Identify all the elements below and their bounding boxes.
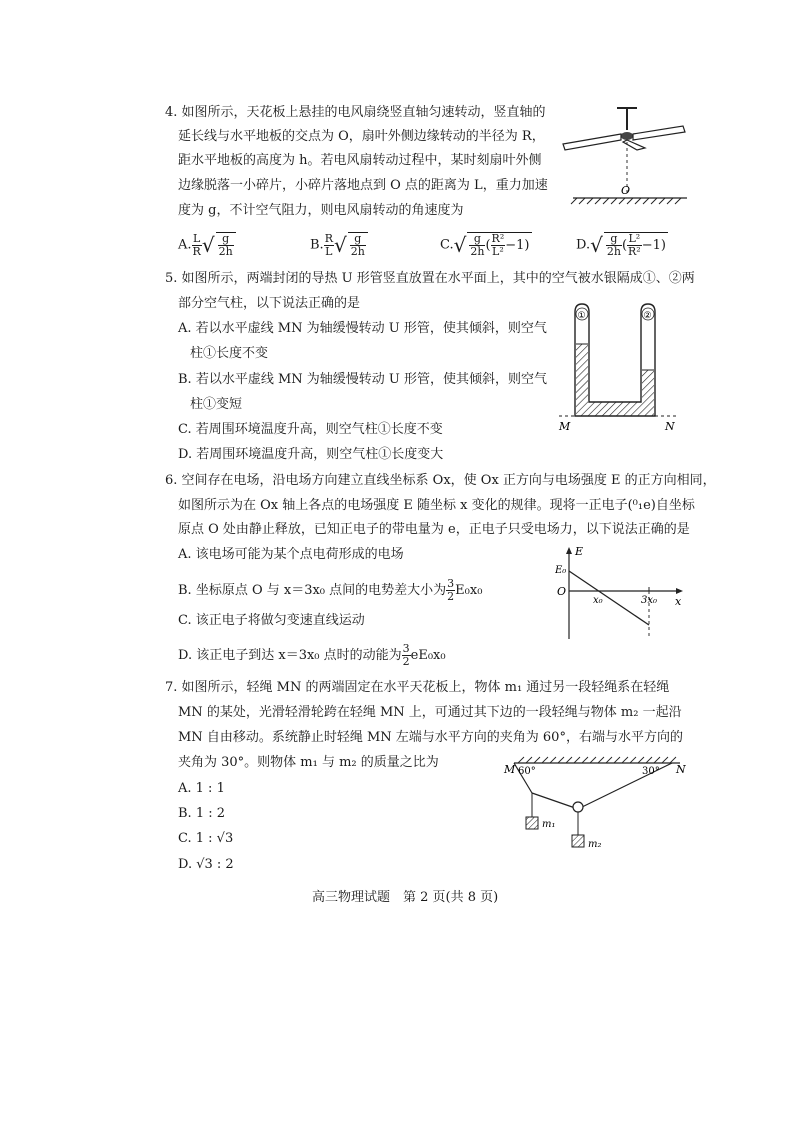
q7-angle-30-label: 30° (642, 766, 660, 777)
q6-graph-y-label: E (575, 545, 584, 558)
q4-option-a: A. $\frac{L}{R}$ √ $\frac{g}{2h}$ (178, 232, 236, 258)
q6-option-c: C. 该正电子将做匀变速直线运动 (178, 613, 365, 628)
q6-line-2: 如图所示为在 Ox 轴上各点的电场强度 E 随坐标 x 变化的规律。现将一正电子(⁰₁e)自坐标 (178, 498, 695, 513)
q7-m1-label: m₁ (542, 819, 556, 830)
q5-u-tube-figure (555, 300, 685, 436)
q5-line-2: 部分空气柱，以下说法正确的是 (178, 296, 361, 311)
q5-option-c: C. 若周围环境温度升高，则空气柱①长度不变 (178, 422, 443, 437)
q6-graph-origin-label: O (557, 585, 567, 598)
q7-line-1: 7. 如图所示，轻绳 MN 的两端固定在水平天花板上，物体 m₁ 通过另一段轻绳系在轻绳 (165, 680, 670, 695)
q6-line-3: 原点 O 处由静止释放，已知正电子的带电量为 e，正电子只受电场力，以下说法正确的是 (178, 522, 690, 537)
q5-option-a-cont: 柱①长度不变 (190, 346, 269, 361)
q7-option-b: B. 1 : 2 (178, 806, 226, 821)
q6-option-d: D. 该正电子到达 x＝3x₀ 点时的动能为 $\frac{3}{2}$ eE₀x₀ (178, 642, 446, 668)
q5-option-a: A. 若以水平虚线 MN 为轴缓慢转动 U 形管，使其倾斜，则空气 (178, 321, 547, 336)
q7-angle-60-label: 60° (518, 766, 536, 777)
q4-point-o-label: O (621, 184, 631, 197)
q4-line-5: 度为 g，不计空气阻力，则电风扇转动的角速度为 (178, 203, 464, 218)
q6-graph-e0-label: E₀ (555, 565, 567, 576)
q6-e-x-graph (555, 545, 685, 645)
q6-graph-x0-label: x₀ (593, 595, 603, 606)
q4-option-d: D.√ $\frac{g}{2h}$ ( $\frac{\text{L²}}{\text{R²}}$ −1) (576, 232, 666, 258)
q7-option-a: A. 1 : 1 (178, 781, 225, 796)
q4-option-c: C.√ $\frac{g}{2h}$ ( $\frac{\text{R²}}{\text{L²}}$ −1) (440, 232, 530, 258)
q5-option-d: D. 若周围环境温度升高，则空气柱①长度变大 (178, 447, 444, 462)
q7-rope-pulley-figure (500, 755, 690, 855)
q4-line-2: 延长线与水平地板的交点为 O，扇叶外侧边缘转动的半径为 R， (178, 129, 545, 144)
q4-option-b: B. $\frac{R}{L}$ √ $\frac{g}{2h}$ (310, 232, 368, 258)
q7-line-3: MN 自由移动。系统静止时轻绳 MN 左端与水平方向的夹角为 60°，右端与水平方向的 (178, 730, 683, 745)
q5-option-b-cont: 柱①变短 (190, 397, 243, 412)
q6-option-b: B. 坐标原点 O 与 x＝3x₀ 点间的电势差大小为 $\frac{3}{2}$ E₀x₀ (178, 577, 483, 603)
q7-option-c: C. 1 : √3 (178, 831, 234, 846)
q5-axis-m-label: M (559, 420, 571, 433)
q6-graph-3x0-label: 3x₀ (641, 595, 658, 606)
q6-option-a: A. 该电场可能为某个点电荷形成的电场 (178, 547, 404, 562)
q7-line-4: 夹角为 30°。则物体 m₁ 与 m₂ 的质量之比为 (178, 755, 439, 770)
q5-axis-n-label: N (665, 420, 675, 433)
q5-option-b: B. 若以水平虚线 MN 为轴缓慢转动 U 形管，使其倾斜，则空气 (178, 372, 547, 387)
q7-option-d: D. √3 : 2 (178, 857, 234, 872)
q7-point-n-label: N (676, 763, 686, 776)
q6-graph-x-label: x (675, 595, 682, 608)
page-footer: 高三物理试题 第 2 页(共 8 页) (312, 890, 499, 905)
q7-point-m-label: M (504, 763, 516, 776)
q5-air-column-2-label: ② (643, 311, 652, 321)
q4-line-4: 边缘脱落一小碎片，小碎片落地点到 O 点的距离为 L，重力加速 (178, 178, 548, 193)
q7-m2-label: m₂ (588, 839, 602, 850)
q4-line-3: 距水平地板的高度为 h。若电风扇转动过程中，某时刻扇叶外侧 (178, 153, 542, 168)
q4-fan-figure (555, 100, 695, 212)
q7-line-2: MN 的某处，光滑轻滑轮跨在轻绳 MN 上，可通过其下边的一段轻绳与物体 m₂ 一起沿 (178, 705, 682, 720)
q4-line-1: 4. 如图所示，天花板上悬挂的电风扇绕竖直轴匀速转动，竖直轴的 (165, 105, 546, 120)
q5-line-1: 5. 如图所示，两端封闭的导热 U 形管竖直放置在水平面上，其中的空气被水银隔成①、②两 (165, 271, 695, 286)
q6-line-1: 6. 空间存在电场，沿电场方向建立直线坐标系 Ox，使 Ox 正方向与电场强度 E 的正方向相同， (165, 473, 716, 488)
q5-air-column-1-label: ① (577, 311, 586, 321)
